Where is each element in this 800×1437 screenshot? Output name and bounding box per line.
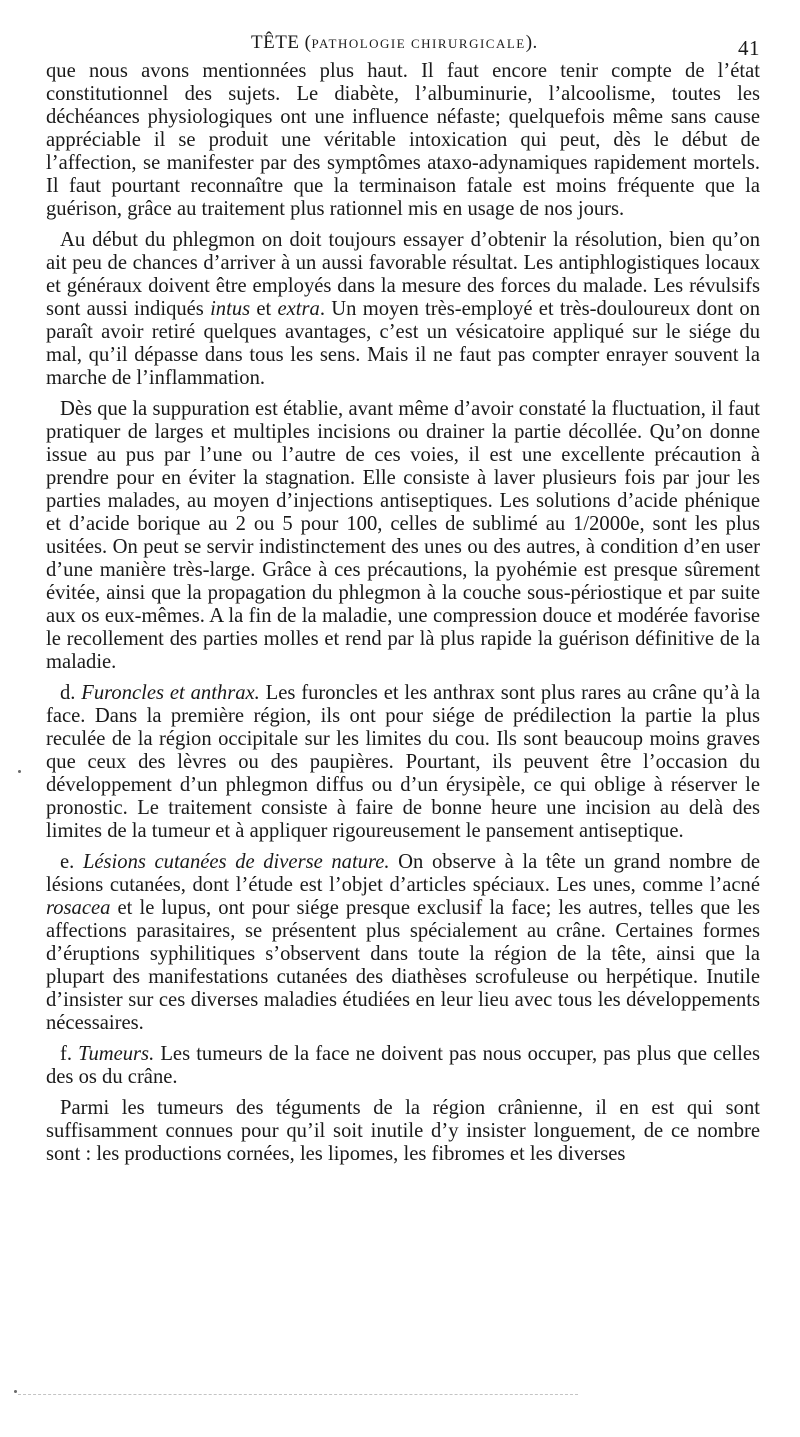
running-head-title-close: ).: [525, 32, 538, 53]
paragraph-2: [46, 229, 760, 390]
text-segment: Les furoncles et les anthrax sont plus rares au crâne qu’à la face. Dans la première région, ils ont pour siége de prédilection la partie la plus reculée de la région occipitale sur les limites du cou. Ils sont beaucoup moins graves que ceux des lèvres ou des paupières. Pourtant, ils peuvent être l’occasion du développement d’un phlegmon diffus ou d’un érysipèle, ce qui oblige à réserver le pronostic. Le traitement consiste à faire de bonne heure une incision au delà des limites de la tumeur et à appliquer rigoureusement le pansement antiseptique.: [46, 682, 760, 842]
text-segment: et: [250, 298, 278, 320]
paragraph-6: [46, 1043, 760, 1089]
running-head: [46, 28, 760, 60]
text-segment: e.: [60, 851, 83, 873]
text-segment: On observe à la tête un grand nombre de lésions cutanées, dont l’étude est l’objet d’articles spéciaux. Les unes, comme l’acné: [46, 851, 761, 896]
text-segment: et le lupus, ont pour siége presque exclusif la face; les autres, telles que les affections parasitaires, se présentent plus spécialement au crâne. Certaines formes d’éruptions syphilitiques s’observent dans toute la région de la tête, ainsi que la plupart des manifestations cutanées des diathèses scrofuleuse ou herpétique. Inutile d’insister sur ces diverses maladies étudiées en leur lieu avec tous les développements nécessaires.: [46, 897, 760, 1034]
italic-text: extra: [277, 298, 320, 320]
text-segment: Parmi les tumeurs des téguments de la région crânienne, il en est qui sont suffisamment connues pour qu’il soit inutile d’y insister longuement, de ce nombre sont : les productions cornées, les lipomes, les fibromes et les diverses: [46, 1097, 760, 1165]
running-head-title-sub: PATHOLOGIE CHIRURGICALE: [311, 36, 526, 51]
italic-text: Lésions cutanées de diverse nature.: [82, 851, 390, 873]
page-number: 41: [738, 36, 760, 60]
paragraph-4: [46, 682, 760, 843]
italic-text: Furoncles et anthrax.: [81, 682, 260, 704]
text-segment: Les tumeurs de la face ne doivent pas nous occuper, pas plus que celles des os du crâne.: [46, 1043, 760, 1088]
margin-speck: [14, 1390, 17, 1393]
running-head-title-main: TÊTE (: [251, 32, 312, 53]
text-segment: . Un moyen très-employé et très-douloureux dont on paraît avoir retiré quelques avantages, c’est un vésicatoire appliqué sur le siége du mal, qu’il dépasse dans tous les sens. Mais il ne faut pas compter enrayer souvent la marche de l’inflammation.: [46, 298, 760, 389]
text-segment: f.: [60, 1043, 79, 1065]
paragraph-5: [46, 851, 760, 1035]
text-segment: d.: [60, 682, 82, 704]
paragraph-7: [46, 1097, 760, 1166]
book-page: [46, 28, 760, 1166]
text-segment: que nous avons mentionnées plus haut. Il faut encore tenir compte de l’état constitutionnel des sujets. Le diabète, l’albuminurie, l’alcoolisme, toutes les déchéances physiologiques ont une influence néfaste; quelquefois même sans cause appréciable il se produit une véritable intoxication qui peut, dès le début de l’affection, se manifester par des symptômes ataxo-adynamiques rapidement mortels. Il faut pourtant reconnaître que la terminaison fatale est moins fréquente que la guérison, grâce au traitement plus rationnel mis en usage de nos jours.: [46, 60, 760, 220]
paragraph-1: [46, 60, 760, 221]
italic-text: Tumeurs.: [78, 1043, 155, 1065]
running-head-title: [251, 32, 538, 54]
text-segment: Au début du phlegmon on doit toujours essayer d’obtenir la résolution, bien qu’on ait peu de chances d’arriver à un aussi favorable résultat. Les antiphlogistiques locaux et généraux doivent être employés dans la mesure des forces du malade. Les révulsifs sont aussi indiqués: [46, 229, 760, 320]
margin-speck: [18, 770, 21, 773]
italic-text: rosacea: [46, 897, 111, 919]
body-text: [46, 60, 760, 1166]
italic-text: intus: [210, 298, 251, 320]
bottom-rule-decoration: [18, 1394, 578, 1395]
paragraph-3: [46, 398, 760, 674]
text-segment: Dès que la suppuration est établie, avant même d’avoir constaté la fluctuation, il faut pratiquer de larges et multiples incisions ou drainer la partie décollée. Qu’on donne issue au pus par l’une ou l’autre de ces voies, il est une excellente précaution à prendre pour en éviter la stagnation. Elle consiste à laver plusieurs fois par jour les parties malades, au moyen d’injections antiseptiques. Les solutions d’acide phénique et d’acide borique au 2 ou 5 pour 100, celles de sublimé au 1/2000e, sont les plus usitées. On peut se servir indistinctement des unes ou des autres, à condition d’en user d’une manière très-large. Grâce à ces précautions, la pyohémie est presque sûrement évitée, ainsi que la propagation du phlegmon à la couche sous-périostique et par suite aux os eux-mêmes. A la fin de la maladie, une compression douce et modérée favorise le recollement des parties molles et rend par là plus rapide la guérison définitive de la maladie.: [46, 398, 760, 673]
